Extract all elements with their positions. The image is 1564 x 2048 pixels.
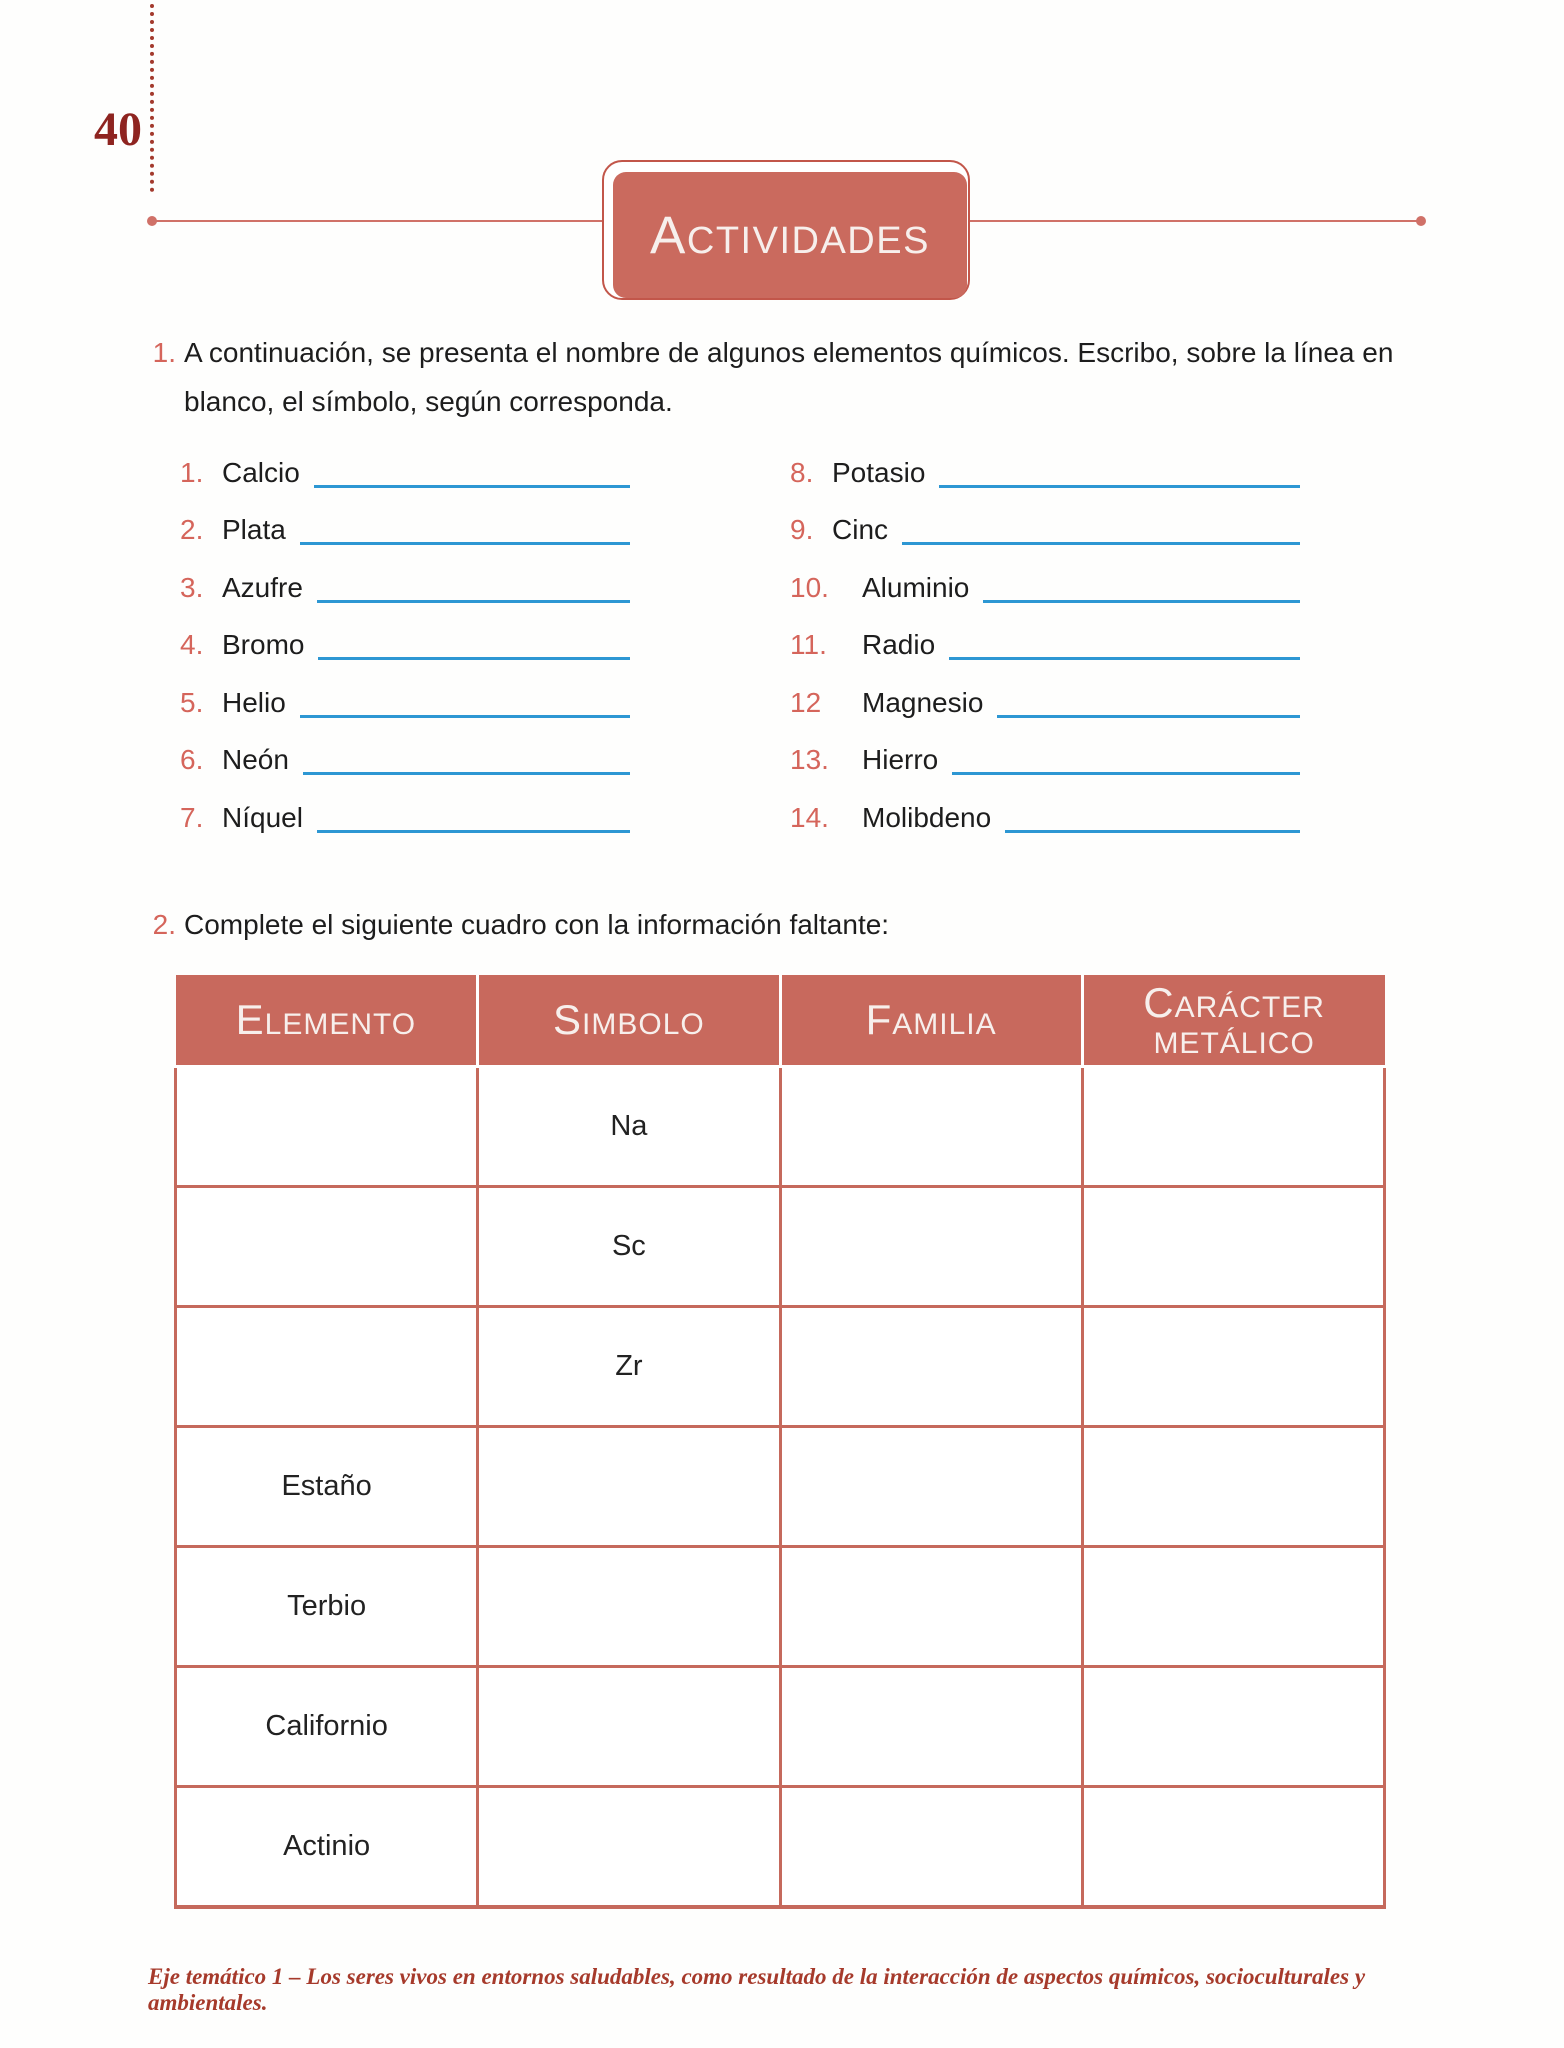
list-item [790,496,1302,554]
list-item [790,783,1302,841]
item-number: 2. [180,514,204,546]
list-item [790,553,1302,611]
cell-caracter[interactable] [1082,1787,1384,1908]
item-number: 3. [180,571,204,603]
item-label: Helio [222,686,286,718]
item-number: 9. [790,514,814,546]
cell-simbolo[interactable] [478,1547,780,1667]
item-number: 6. [180,744,204,776]
activity1-heading [146,328,1462,426]
list-item [180,611,632,669]
activity2-instruction: Complete el siguiente cuadro con la información faltante: [184,909,890,940]
header-familia: FAMILIA [780,975,1082,1067]
item-label: Magnesio [862,686,984,718]
activity2-heading [146,900,1462,949]
cell-familia[interactable] [780,1067,1082,1187]
item-number: 12 [790,686,822,718]
item-number: 10. [790,571,829,603]
list-item [180,438,632,496]
table-header-row [176,975,1385,1067]
item-number: 13. [790,744,829,776]
table-row [176,1547,1385,1667]
page-number: 40 [94,103,142,156]
list-item [180,726,632,784]
item-label: Calcio [222,456,300,488]
item-label: Molibdeno [862,801,992,833]
item-label: Bromo [222,629,305,661]
answer-blank[interactable] [300,542,630,545]
cell-caracter[interactable] [1082,1547,1384,1667]
cell-simbolo: Na [478,1067,780,1187]
answer-blank[interactable] [997,715,1300,718]
cell-caracter[interactable] [1082,1067,1384,1187]
answer-blank[interactable] [939,485,1300,488]
list-item [790,726,1302,784]
cell-elemento: Terbio [176,1547,478,1667]
banner-title: ACTIVIDADES [650,205,930,265]
item-label: Níquel [222,801,303,833]
list-item [790,438,1302,496]
item-number: 4. [180,629,204,661]
cell-familia[interactable] [780,1547,1082,1667]
table-row [176,1787,1385,1908]
table-row [176,1067,1385,1187]
item-label: Azufre [222,571,303,603]
table-row [176,1307,1385,1427]
cell-elemento[interactable] [176,1187,478,1307]
list-item [180,668,632,726]
item-label: Cinc [832,514,889,546]
activity1-instruction: A continuación, se presenta el nombre de algunos elementos químicos. Escribo, sobre la línea en blanco, el símbolo, según corresponda. [184,337,1394,417]
cell-familia[interactable] [780,1307,1082,1427]
item-number: 11. [790,629,827,661]
header-caracter-metalico: CARÁCTER METÁLICO [1082,975,1384,1067]
list-item [180,496,632,554]
cell-caracter[interactable] [1082,1187,1384,1307]
item-label: Aluminio [862,571,970,603]
item-number: 7. [180,801,204,833]
item-number: 14. [790,801,829,833]
list-item [790,668,1302,726]
answer-blank[interactable] [314,485,630,488]
elements-table [174,975,1386,1909]
cell-elemento: Californio [176,1667,478,1787]
item-label: Plata [222,514,286,546]
cell-simbolo: Zr [478,1307,780,1427]
answer-blank[interactable] [983,600,1300,603]
item-label: Potasio [832,456,926,488]
item-label: Hierro [862,744,939,776]
table-row [176,1427,1385,1547]
table-row [176,1667,1385,1787]
cell-familia[interactable] [780,1787,1082,1908]
cell-familia[interactable] [780,1667,1082,1787]
cell-elemento: Actinio [176,1787,478,1908]
cell-simbolo[interactable] [478,1667,780,1787]
cell-familia[interactable] [780,1187,1082,1307]
cell-simbolo[interactable] [478,1787,780,1908]
answer-blank[interactable] [300,715,630,718]
item-number: 8. [790,456,814,488]
answer-blank[interactable] [317,830,630,833]
header-simbolo: SIMBOLO [478,975,780,1067]
list-item [180,553,632,611]
item-label: Radio [862,629,936,661]
element-list [180,438,1302,841]
list-item [180,783,632,841]
answer-blank[interactable] [949,657,1300,660]
table-row [176,1187,1385,1307]
cell-elemento: Estaño [176,1427,478,1547]
dotted-margin-rule [150,0,154,192]
cell-elemento[interactable] [176,1307,478,1427]
item-number: 5. [180,686,204,718]
activities-banner [606,165,974,305]
cell-familia[interactable] [780,1427,1082,1547]
answer-blank[interactable] [303,772,630,775]
cell-simbolo: Sc [478,1187,780,1307]
answer-blank[interactable] [318,657,630,660]
cell-caracter[interactable] [1082,1667,1384,1787]
list-item [790,611,1302,669]
header-elemento: ELEMENTO [176,975,478,1067]
cell-simbolo[interactable] [478,1427,780,1547]
footer-theme-note: Eje temático 1 – Los seres vivos en entornos saludables, como resultado de la interacción de aspectos químicos, socioculturales y ambientales. [148,1964,1366,2015]
item-label: Neón [222,744,289,776]
banner-plate [613,172,967,298]
cell-caracter[interactable] [1082,1307,1384,1427]
cell-elemento[interactable] [176,1067,478,1187]
answer-blank[interactable] [1005,830,1300,833]
item-number: 1. [180,456,204,488]
answer-blank[interactable] [952,772,1300,775]
activity2-number: 2. [152,909,176,940]
activity1-number: 1. [152,337,176,368]
cell-caracter[interactable] [1082,1427,1384,1547]
answer-blank[interactable] [902,542,1300,545]
answer-blank[interactable] [317,600,630,603]
